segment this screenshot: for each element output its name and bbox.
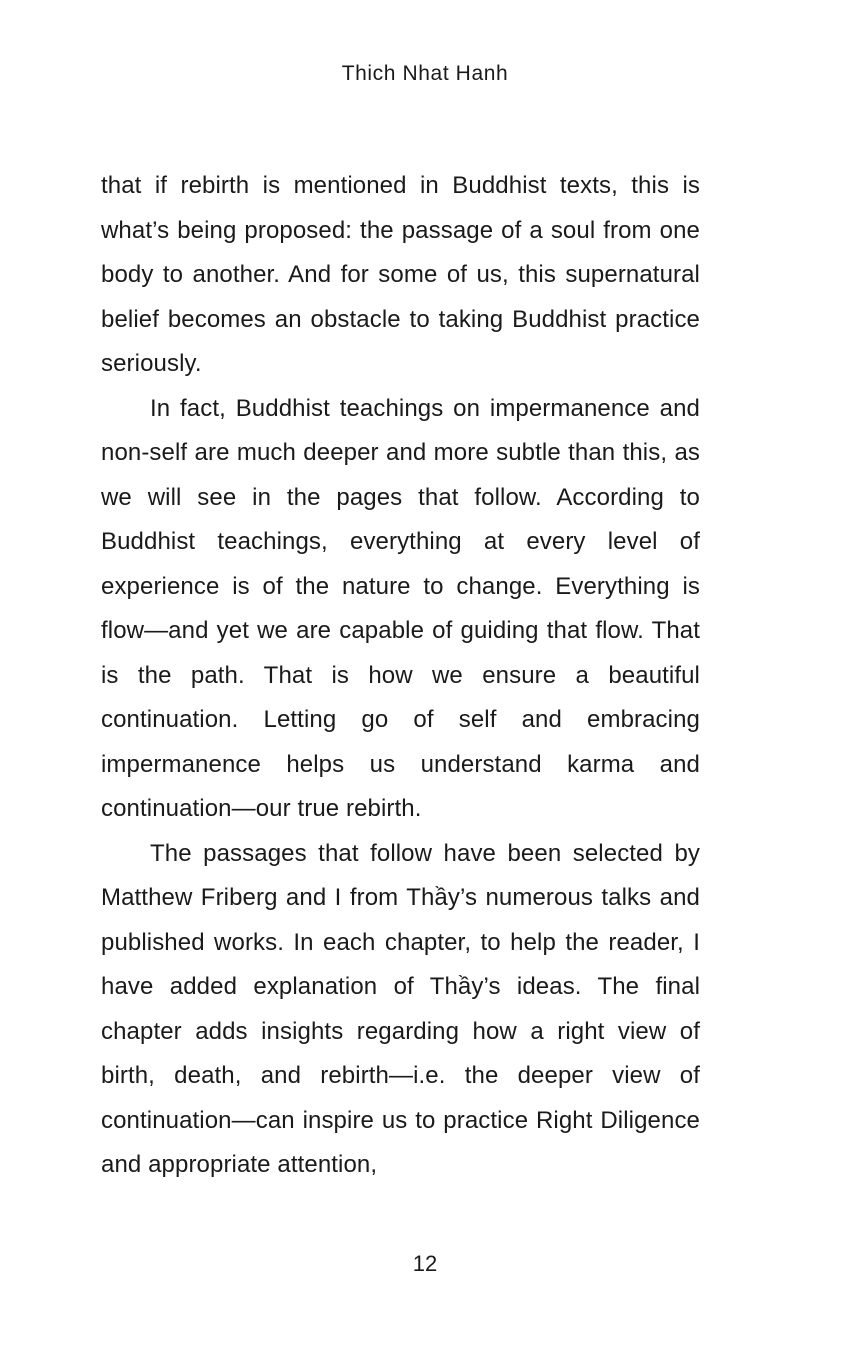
paragraph-impermanence: In fact, Buddhist teachings on impermanence and non-self are much deeper and more subtle than this, as we will see in the pages that follow. According to Buddhist teachings, everything at every level of experience is of the nature to change. Everything is flow—and yet we are capable of guiding that flow. That is the path. That is how we ensure a beautiful continuation. Letting go of self and embracing impermanence helps us understand karma and continuation—our true rebirth.	[101, 394, 700, 822]
paragraph-passages: The passages that follow have been selected by Matthew Friberg and I from Thầy’s numerous talks and published works. In each chapter, to help the reader, I have added explanation of Thầy’s ideas. The final chapter adds insights regarding how a right view of birth, death, and rebirth—i.e. the deeper view of continuation—can inspire us to practice Right Diligence and appropriate attention,	[101, 839, 700, 1178]
running-head-author: Thich Nhat Hanh	[341, 62, 509, 85]
paragraph-continuation: that if rebirth is mentioned in Buddhist texts, this is what’s being proposed: the passage of a soul from one body to another. And for some of us, this supernatural belief becomes an obstacle to taking Buddhist practice seriously.	[101, 172, 700, 377]
page-number: 12	[412, 1251, 438, 1276]
body-text	[101, 164, 700, 1188]
